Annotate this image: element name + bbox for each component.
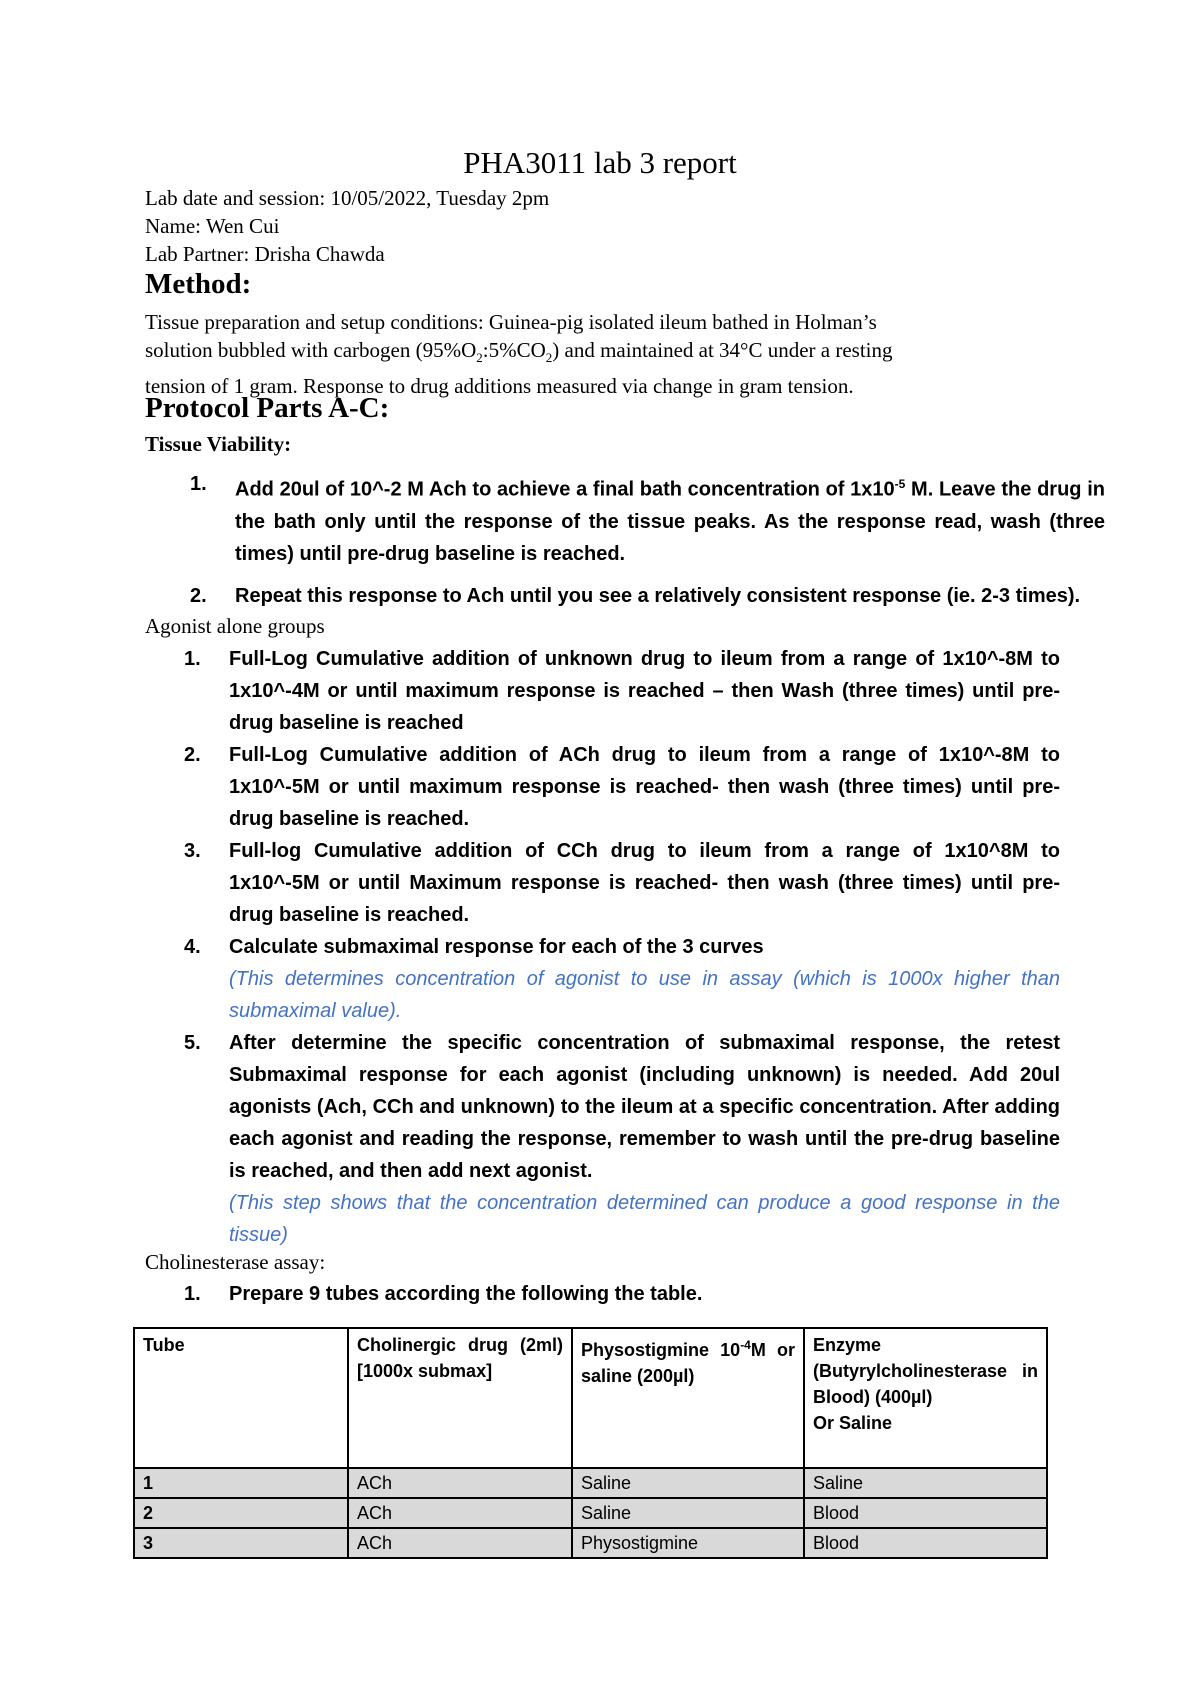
table-cell: Saline [804, 1468, 1047, 1498]
list-item: 1. Full-Log Cumulative addition of unknown drug to ileum from a range of 1x10^-8M to 1x10^-4M or until maximum response is reached – then Wash (three times) until pre-drug baseline is reached [184, 648, 1060, 734]
lab-date-line: Lab date and session: 10/05/2022, Tuesday 2pm [145, 186, 550, 210]
name-line: Name: Wen Cui [145, 214, 280, 238]
table-cell: Physostigmine [572, 1528, 804, 1558]
partner-line: Lab Partner: Drisha Chawda [145, 242, 385, 266]
method-heading: Method: [145, 268, 252, 300]
table-cell: ACh [348, 1528, 572, 1558]
table-header-cell: Tube [134, 1328, 348, 1468]
list-item: 2. Full-Log Cumulative addition of ACh drug to ileum from a range of 1x10^-8M to 1x10^-5M or until maximum response is reached- then wash (three times) until pre-drug baseline is reached. [184, 744, 1060, 830]
table-header-row [134, 1328, 1047, 1468]
list-item: 4. Calculate submaximal response for each of the 3 curves (This determines concentration of agonist to use in assay (which is 1000x higher than submaximal value). [184, 931, 1060, 1027]
table-header-cell: Cholinergic drug (2ml) [1000x submax] [348, 1328, 572, 1468]
table-cell: Blood [804, 1498, 1047, 1528]
table-cell: ACh [348, 1498, 572, 1528]
list-item: 5. After determine the specific concentration of submaximal response, the retest Submaximal response for each agonist (including unknown) is needed. Add 20ul agonists (Ach, CCh and unknown) to the ileum at a specific concentration. After adding each agonist and reading the response, remember to wash until the pre-drug baseline is reached, and then add next agonist. (This step shows that the concentration determined can produce a good response in the tissue) [184, 1027, 1060, 1251]
agonist-note-5: (This step shows that the concentration determined can produce a good response in the tissue) [229, 1192, 1060, 1246]
list-item: 3. Full-log Cumulative addition of CCh drug to ileum from a range of 1x10^8M to 1x10^-5M or until Maximum response is reached- then wash (three times) until pre-drug baseline is reached. [184, 840, 1060, 926]
method-line-3: tension of 1 gram. Response to drug additions measured via change in gram tension. [145, 374, 854, 399]
table-header-cell: Enzyme (Butyrylcholinesterase in Blood) (400µl) Or Saline [804, 1328, 1047, 1468]
agonist-list [184, 643, 1060, 1251]
list-item: 2. Repeat this response to Ach until you see a relatively consistent response (ie. 2-3 times). [190, 584, 1081, 607]
table-header-cell: Physostigmine $10^{-4}M$ or saline (200µl) [572, 1328, 804, 1468]
protocol-heading: Protocol Parts A-C: [145, 392, 390, 424]
agonist-heading: Agonist alone groups [145, 614, 325, 638]
method-paragraph [145, 308, 1045, 400]
assay-list [184, 1278, 1060, 1310]
method-line-1: Tissue preparation and setup conditions: Guinea-pig isolated ileum bathed in Holman’s [145, 310, 877, 334]
list-item: 1. Prepare 9 tubes according the following the table. [184, 1283, 703, 1305]
report-title: PHA3011 lab 3 report [463, 145, 737, 180]
table-cell: Blood [804, 1528, 1047, 1558]
viability-list [190, 468, 1105, 612]
table-row [134, 1498, 1047, 1528]
viability-heading: Tissue Viability: [145, 432, 292, 456]
table-cell: 1 [134, 1468, 348, 1498]
table-cell: 2 [134, 1498, 348, 1528]
assay-heading: Cholinesterase assay: [145, 1250, 326, 1274]
method-line-2: solution bubbled with carbogen $(95\%O_2:5\%CO_2)$ and maintained at 34°C under a resting [145, 338, 893, 366]
table-cell: 3 [134, 1528, 348, 1558]
table-cell: Saline [572, 1468, 804, 1498]
tube-table [133, 1327, 1048, 1559]
table-cell: Saline [572, 1498, 804, 1528]
table-row [134, 1528, 1047, 1558]
table-cell: ACh [348, 1468, 572, 1498]
list-item: 1. Add 20ul of 10^-2 M Ach to achieve a final bath concentration of $1x10^{-5}$ M. Leave the drug in the bath only until the response of the tissue peaks. As the response read, wash (three times) until pre-drug baseline is reached. [190, 473, 1105, 565]
agonist-note-4: (This determines concentration of agonist to use in assay (which is 1000x higher than submaximal value). [229, 968, 1060, 1022]
table-row [134, 1468, 1047, 1498]
